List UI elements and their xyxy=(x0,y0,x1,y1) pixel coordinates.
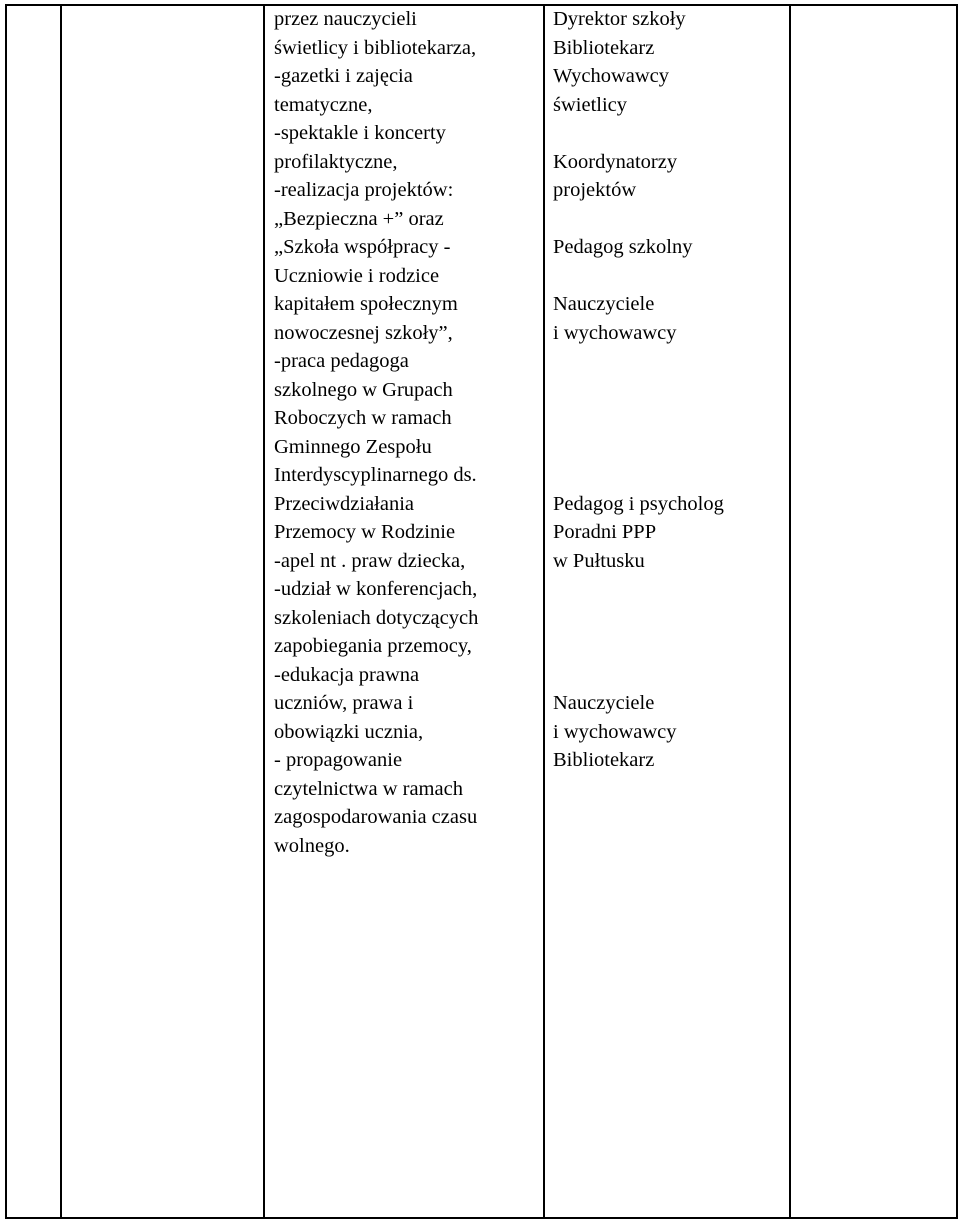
activity-line: czytelnictwa w ramach xyxy=(274,777,463,800)
responsible-line: Nauczyciele xyxy=(553,692,655,714)
activity-line: obowiązki ucznia, xyxy=(274,720,424,743)
activity-line: „Szkoła współpracy - xyxy=(274,236,451,258)
spacer xyxy=(553,604,724,633)
activity-line: -realizacja projektów: xyxy=(274,179,454,201)
activity-line: - propagowanie xyxy=(274,749,403,771)
spacer xyxy=(553,433,724,462)
activity-line: -spektakle i koncerty xyxy=(274,122,446,144)
activity-line: „Bezpieczna +” oraz xyxy=(274,207,444,230)
responsible-line: świetlicy xyxy=(553,93,628,116)
table-frame xyxy=(5,4,958,1219)
responsible-line: i wychowawcy xyxy=(553,720,677,743)
spacer xyxy=(553,404,724,433)
activity-line: zagospodarowania czasu xyxy=(274,806,478,828)
responsible-line: Dyrektor szkoły xyxy=(553,8,686,30)
spacer xyxy=(553,575,724,604)
activity-line: wolnego. xyxy=(274,834,350,857)
responsible-cell xyxy=(553,5,724,775)
spacer xyxy=(553,262,724,291)
activity-line: nowoczesnej szkoły”, xyxy=(274,321,453,344)
spacer xyxy=(553,632,724,661)
activity-line: uczniów, prawa i xyxy=(274,692,414,714)
activity-line: szkoleniach dotyczących xyxy=(274,606,479,629)
spacer xyxy=(553,661,724,690)
responsible-line: Koordynatorzy xyxy=(553,150,678,173)
column-divider-3 xyxy=(543,4,545,1219)
activities-cell xyxy=(274,5,478,860)
activity-line: zapobiegania przemocy, xyxy=(274,635,472,657)
activity-line: -apel nt . praw dziecka, xyxy=(274,549,466,572)
responsible-line: Wychowawcy xyxy=(553,65,670,87)
spacer xyxy=(553,461,724,490)
activity-line: tematyczne, xyxy=(274,93,373,116)
spacer xyxy=(553,119,724,148)
responsible-line: Bibliotekarz xyxy=(553,749,655,771)
spacer xyxy=(553,205,724,234)
activity-line: świetlicy i bibliotekarza, xyxy=(274,36,477,59)
activity-line: -edukacja prawna xyxy=(274,663,420,686)
activity-line: przez nauczycieli xyxy=(274,8,417,30)
activity-line: -gazetki i zajęcia xyxy=(274,65,413,87)
activity-line: szkolnego w Grupach xyxy=(274,378,453,401)
activity-line: profilaktyczne, xyxy=(274,150,398,173)
responsible-line: Pedagog i psycholog xyxy=(553,492,724,515)
spacer xyxy=(553,347,724,376)
column-divider-1 xyxy=(60,4,62,1219)
activity-line: Roboczych w ramach xyxy=(274,407,452,429)
responsible-line: Nauczyciele xyxy=(553,293,655,315)
responsible-line: Bibliotekarz xyxy=(553,36,655,59)
column-divider-2 xyxy=(263,4,265,1219)
activity-line: Przemocy w Rodzinie xyxy=(274,521,456,543)
column-divider-4 xyxy=(789,4,791,1219)
activity-line: Interdyscyplinarnego ds. xyxy=(274,464,477,486)
spacer xyxy=(553,376,724,405)
responsible-line: w Pułtusku xyxy=(553,549,645,572)
activity-line: -praca pedagoga xyxy=(274,350,409,372)
activity-line: kapitałem społecznym xyxy=(274,293,458,315)
responsible-line: Pedagog szkolny xyxy=(553,236,693,258)
responsible-line: projektów xyxy=(553,179,637,201)
activity-line: Przeciwdziałania xyxy=(274,492,415,515)
responsible-line: i wychowawcy xyxy=(553,321,677,344)
responsible-line: Poradni PPP xyxy=(553,521,657,543)
activity-line: Gminnego Zespołu xyxy=(274,435,432,458)
activity-line: Uczniowie i rodzice xyxy=(274,264,440,287)
activity-line: -udział w konferencjach, xyxy=(274,578,478,600)
